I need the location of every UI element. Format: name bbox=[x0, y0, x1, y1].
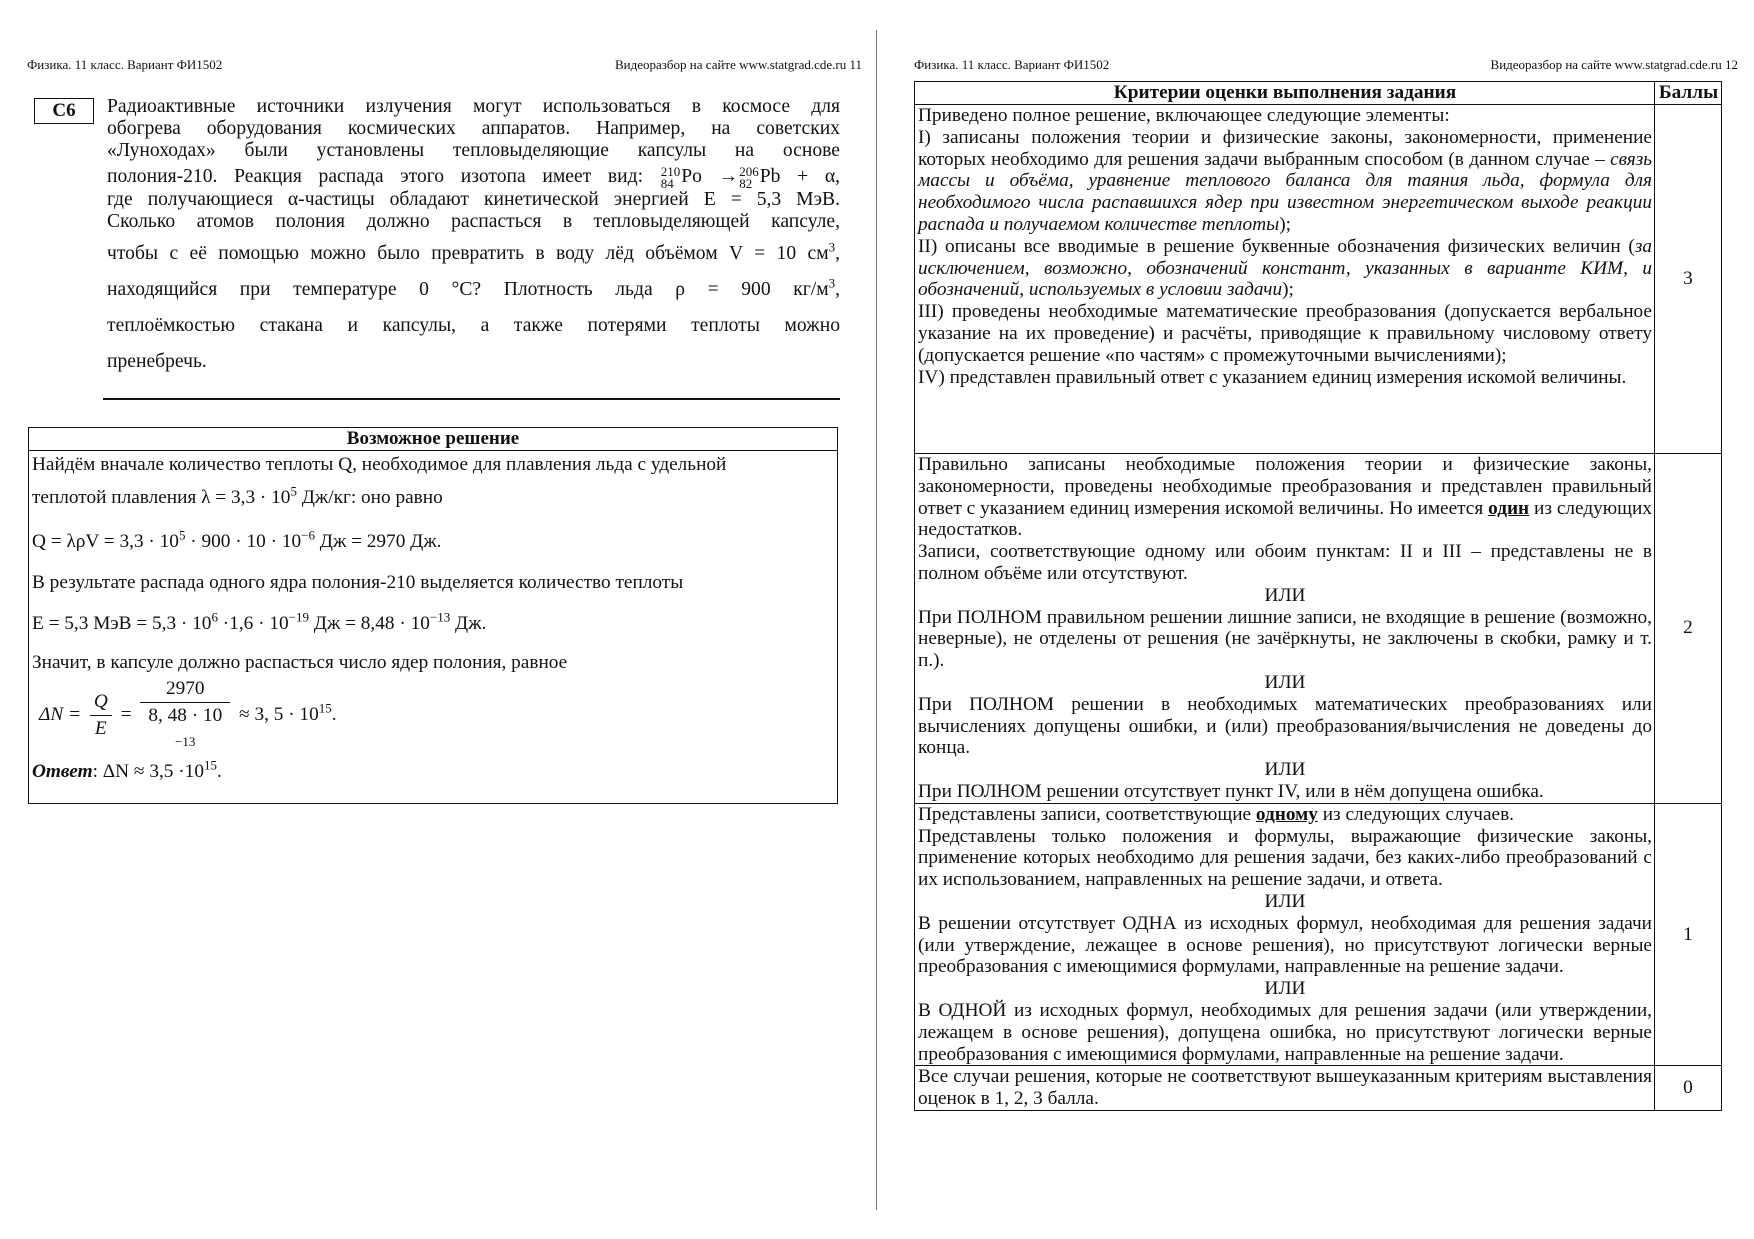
row1-p3: В решении отсутствует ОДНА из исходных формул, необходимая для решения задачи (или утверждение, лежащее в основе решения), но присутствуют логически верные преобразования с имеющимися формулами, направленные на решение задачи. bbox=[918, 912, 1652, 978]
task-line: Радиоактивные источники излучения могут использоваться в космосе для bbox=[107, 96, 840, 117]
task-text bbox=[107, 96, 840, 373]
sol-eq-1c: Дж = 2970 Дж. bbox=[314, 531, 442, 552]
row2-or-2: ИЛИ bbox=[1264, 671, 1306, 693]
density-end: , bbox=[835, 278, 840, 300]
task-line-count: Сколько атомов полония должно распасться в тепловыделяющей капсуле, bbox=[107, 210, 840, 232]
sol-line-2 bbox=[32, 483, 443, 509]
points-2: 2 bbox=[1655, 454, 1722, 804]
pb-mass: 206 bbox=[739, 164, 759, 180]
answer-exp: 15 bbox=[203, 757, 217, 773]
criteria-text-3 bbox=[915, 105, 1655, 454]
sol-eq-2-exp2: −19 bbox=[288, 609, 309, 625]
left-header-title: Физика. 11 класс. Вариант ФИ1502 bbox=[27, 57, 223, 72]
criteria-header-row bbox=[915, 82, 1722, 105]
answer-label: Ответ bbox=[32, 761, 93, 782]
sol-line-4: Значит, в капсуле должно распасться число ядер полония, равное bbox=[32, 652, 568, 673]
points-3: 3 bbox=[1655, 105, 1722, 454]
sol-line-1 bbox=[32, 454, 726, 476]
sol-eq-3-eq: = bbox=[120, 703, 132, 725]
right-header-title: Физика. 11 класс. Вариант ФИ1502 bbox=[914, 57, 1110, 72]
row1-p1-underlined: одному bbox=[1255, 803, 1318, 825]
points-column-header: Баллы bbox=[1655, 82, 1722, 105]
volume-exp: 3 bbox=[828, 239, 836, 255]
solution-title: Возможное решение bbox=[29, 428, 837, 451]
sol-eq-2b: ·1,6 · 10 bbox=[217, 613, 289, 634]
fraction-q-over-e bbox=[90, 689, 112, 742]
frac-2-num: 2970 bbox=[140, 676, 230, 703]
frac-2-den-exp: −13 bbox=[175, 734, 196, 749]
sol-eq-3-rhs: ≈ 3, 5 · 10 bbox=[239, 703, 319, 725]
task-line-volume bbox=[107, 239, 840, 265]
reaction-text: полония-210. Реакция распада этого изотопа имеет вид: bbox=[107, 166, 644, 187]
row2-p3: При ПОЛНОМ правильном решении лишние записи, не входящие в решение (возможно, неверные), не отделены от решения (не зачёркнуты, не заключены в скобки, рамку и т. п.). bbox=[918, 606, 1652, 672]
sol-eq-3-rhs-exp: 15 bbox=[318, 700, 332, 716]
sol-line-2b: Дж/кг: оно равно bbox=[296, 487, 443, 508]
row2-p1-end: из следующих недостатков. bbox=[918, 497, 1652, 541]
row1-or-2: ИЛИ bbox=[1264, 978, 1306, 1000]
fraction-numeric bbox=[140, 676, 230, 755]
criteria-row-0 bbox=[915, 1066, 1722, 1111]
frac-1-num: Q bbox=[90, 689, 112, 716]
sol-eq-3-lhs: ΔN = bbox=[39, 703, 82, 725]
criteria-table bbox=[914, 81, 1722, 1111]
criteria-text-1 bbox=[915, 803, 1655, 1066]
row1-p1 bbox=[918, 804, 1652, 826]
sol-eq-2-exp1: 6 bbox=[211, 609, 218, 625]
task-rule bbox=[103, 398, 840, 400]
sol-eq-1a: Q = λρV = 3,3 · 10 bbox=[32, 531, 179, 552]
row0-p1: Все случаи решения, которые не соответствуют вышеуказанным критериям выставления оценок в 1, 2, 3 балла. bbox=[918, 1066, 1652, 1110]
pb-charge: 82 bbox=[739, 175, 753, 191]
task-line-energy: где получающиеся α-частицы обладают кинетической энергией E = 5,3 МэВ. bbox=[107, 188, 840, 210]
answer-end: . bbox=[216, 761, 222, 782]
frac-1-den: E bbox=[94, 718, 107, 739]
frac-2-den bbox=[140, 703, 230, 755]
task-label: С6 bbox=[34, 98, 94, 124]
row1-p4: В ОДНОЙ из исходных формул, необходимых для решения задачи (или утверждении, лежащем в основе решения), допущена ошибка, но присутствуют логически верные преобразования с имеющимися формулами, направленные на решение задачи. bbox=[918, 999, 1652, 1065]
po-nucleus bbox=[660, 164, 681, 191]
answer-line bbox=[32, 757, 222, 783]
sol-eq-1 bbox=[32, 527, 442, 553]
criteria-column-header: Критерии оценки выполнения задания bbox=[915, 82, 1655, 105]
row3-item-iii: III) проведены необходимые математические преобразования (допускается вербальное указание на их проведение) и расчёты, приводящие к правильному числовому ответу (допускается решение «по частям» с промежуточными вычислениями); bbox=[918, 301, 1652, 366]
left-header-site: Видеоразбор на сайте www.statgrad.cde.ru 11 bbox=[615, 57, 862, 72]
row3-i-text: I) записаны положения теории и физические законы, закономерности, применение которых необходимо для решения задачи выбранным способом (в данном случае – bbox=[918, 126, 1652, 170]
answer-text: : ΔN ≈ 3,5 ·10 bbox=[92, 761, 204, 782]
row2-p5: При ПОЛНОМ решении отсутствует пункт IV, или в нём допущена ошибка. bbox=[918, 780, 1544, 802]
row3-item-iv: IV) представлен правильный ответ с указанием единиц измерения искомой величины. bbox=[918, 366, 1627, 388]
po-mass: 210 bbox=[660, 164, 681, 180]
sol-eq-2d: Дж. bbox=[450, 613, 487, 634]
sol-eq-2 bbox=[32, 609, 487, 635]
pb-symbol: Pb + α, bbox=[759, 166, 840, 187]
task-line-temp bbox=[107, 275, 840, 301]
row3-item-i bbox=[918, 127, 1652, 236]
row3-ii-italic: за исключением, возможно, обозначений констант, указанных в варианте КИМ, и обозначений, используемых в условии задачи bbox=[918, 235, 1652, 301]
solution-box bbox=[28, 427, 838, 804]
task-line: обогрева оборудования космических аппаратов. Например, на советских bbox=[107, 118, 840, 139]
row1-p1-text: Представлены записи, соответствующие bbox=[918, 803, 1256, 825]
volume-text: чтобы с её помощью можно было превратить в воду лёд объёмом V = 10 см bbox=[107, 242, 829, 264]
sol-eq-2-exp3: −13 bbox=[429, 609, 451, 625]
left-page bbox=[0, 0, 870, 1239]
row2-p1-underlined: один bbox=[1488, 497, 1530, 519]
row2-p2: Записи, соответствующие одному или обоим пунктам: II и III – представлены не в полном объёме или отсутствуют. bbox=[918, 541, 1652, 584]
task-line: «Луноходах» были установлены тепловыделяющие капсулы на основе bbox=[107, 140, 840, 161]
row1-p1-end: из следующих случаев. bbox=[1317, 803, 1515, 825]
right-page bbox=[878, 0, 1754, 1239]
sol-eq-1-exp2: −6 bbox=[301, 527, 315, 543]
row2-or-1: ИЛИ bbox=[1264, 584, 1306, 606]
row3-i-italic: связь массы и объёма, уравнение теплового баланса для таяния льда, формула для необходимого числа распавшихся ядер при известном энергетическом выходе реакции распада и получаемом количестве теплоты bbox=[918, 148, 1652, 235]
po-charge: 84 bbox=[660, 175, 674, 191]
sol-line-2a: теплотой плавления λ = 3,3 · 10 bbox=[32, 487, 291, 508]
sol-eq-3 bbox=[39, 676, 337, 755]
row2-p1 bbox=[918, 454, 1652, 541]
row3-i-end: ); bbox=[1279, 213, 1291, 235]
row3-ii-text: II) описаны все вводимые в решение буквенные обозначения физических величин ( bbox=[918, 235, 1635, 257]
criteria-row-3 bbox=[915, 105, 1722, 454]
criteria-text-2 bbox=[915, 454, 1655, 804]
row2-p4: При ПОЛНОМ решении в необходимых математических преобразованиях или вычислениях допущены ошибки, и (или) преобразования/вычисления не доведены до конца. bbox=[918, 693, 1652, 759]
po-symbol: Po bbox=[681, 166, 702, 187]
row3-item-ii bbox=[918, 236, 1652, 301]
right-header-site: Видеоразбор на сайте www.statgrad.cde.ru 12 bbox=[1490, 57, 1738, 72]
reaction-arrow: → bbox=[718, 166, 739, 187]
volume-end: , bbox=[835, 242, 840, 264]
row3-ii-end: ); bbox=[1282, 279, 1294, 301]
sol-line-2-exp: 5 bbox=[290, 483, 297, 499]
sol-line-1-text: Найдём вначале количество теплоты Q, необходимое для плавления льда с удельной bbox=[32, 454, 727, 475]
row1-p2: Представлены только положения и формулы, выражающие физические законы, применение которых необходимо для решения задачи, без каких-либо преобразований с их использованием, направленных на решение задачи, и ответа. bbox=[918, 825, 1652, 891]
criteria-row-1 bbox=[915, 803, 1722, 1066]
sol-eq-2a: E = 5,3 МэВ = 5,3 · 10 bbox=[32, 613, 212, 634]
sol-eq-2c: Дж = 8,48 · 10 bbox=[308, 613, 430, 634]
row2-or-3: ИЛИ bbox=[1264, 759, 1306, 781]
sol-line-3: В результате распада одного ядра полония-210 выделяется количество теплоты bbox=[32, 572, 684, 593]
pb-nucleus bbox=[739, 164, 759, 191]
frac-2-den-text: 8, 48 · 10 bbox=[148, 705, 223, 726]
sol-eq-3-end: . bbox=[331, 703, 337, 725]
page-divider bbox=[876, 30, 877, 1210]
task-line-heat: теплоёмкостью стакана и капсулы, а также потерями теплоты можно bbox=[107, 314, 840, 336]
sol-eq-1-exp1: 5 bbox=[178, 527, 186, 543]
points-0: 0 bbox=[1655, 1066, 1722, 1111]
points-1: 1 bbox=[1655, 803, 1722, 1066]
task-line-reaction bbox=[107, 166, 840, 189]
temp-text: находящийся при температуре 0 °С? Плотность льда ρ = 900 кг/м bbox=[107, 278, 829, 300]
task-line-last: пренебречь. bbox=[107, 350, 207, 372]
density-exp: 3 bbox=[828, 275, 836, 291]
sol-eq-1b: · 900 · 10 · 10 bbox=[185, 531, 302, 552]
row2-p1-text: Правильно записаны необходимые положения теории и физические законы, закономерности, проведены необходимые преобразования и представлен правильный ответ с указанием единиц измерения искомой величины. Но имеется bbox=[918, 454, 1652, 519]
criteria-row-2 bbox=[915, 454, 1722, 804]
row3-intro: Приведено полное решение, включающее следующие элементы: bbox=[918, 105, 1450, 126]
criteria-text-0 bbox=[915, 1066, 1655, 1111]
row1-or-1: ИЛИ bbox=[1264, 890, 1306, 912]
